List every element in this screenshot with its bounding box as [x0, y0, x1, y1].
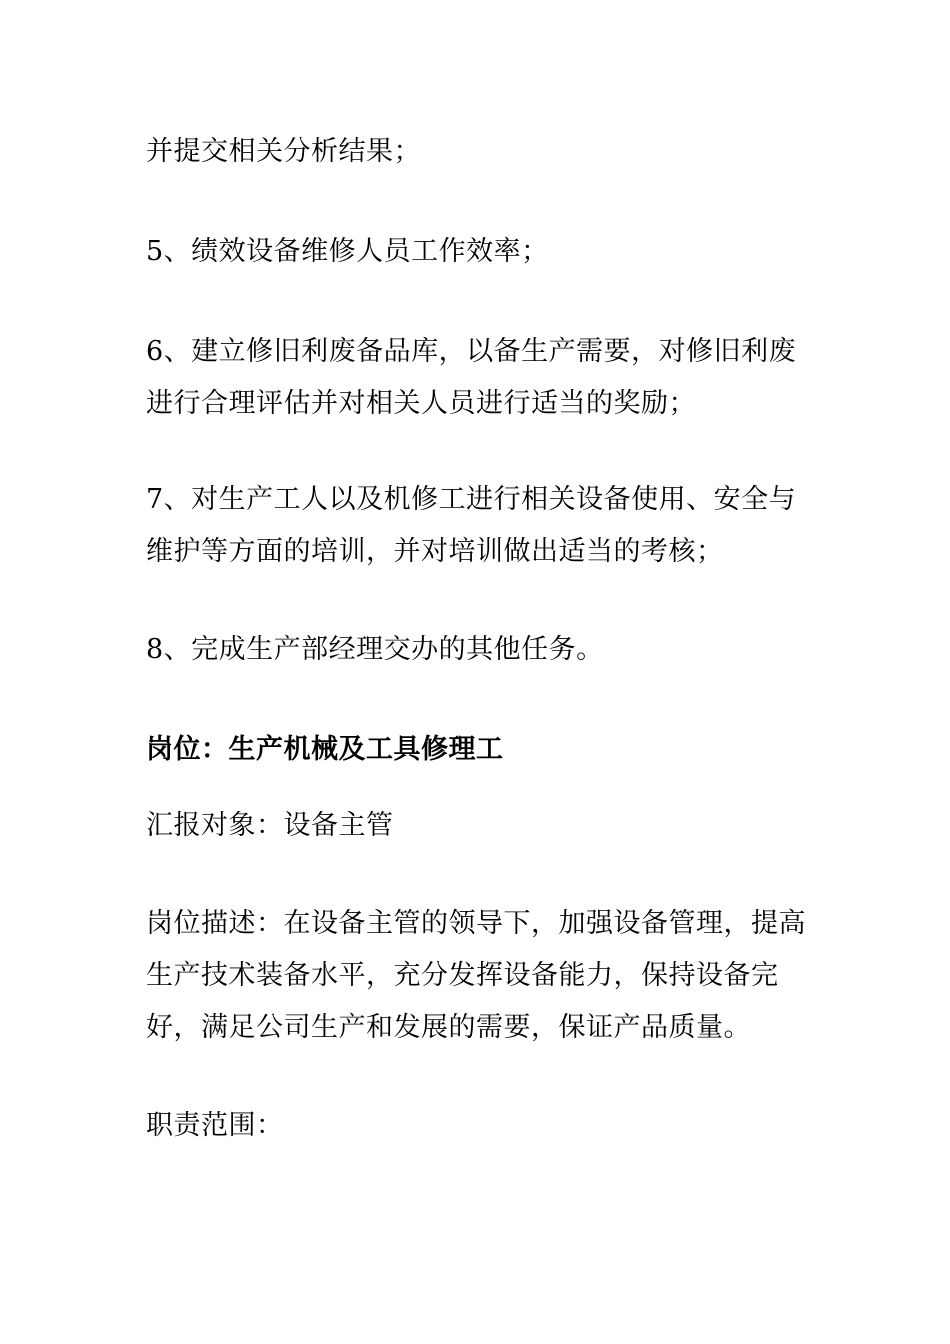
- paragraph-analysis-results: 并提交相关分析结果；: [146, 136, 421, 167]
- paragraph-item-7: 7、对生产工人以及机修工进行相关设备使用、安全与维护等方面的培训，并对培训做出适当的考核；: [146, 484, 797, 567]
- paragraph-item-5: 5、绩效设备维修人员工作效率；: [146, 236, 549, 267]
- paragraph-item-8: 8、完成生产部经理交办的其他任务。: [146, 634, 604, 665]
- responsibilities-label: 职责范围：: [146, 1110, 284, 1141]
- report-to-line: 汇报对象：设备主管: [146, 810, 394, 841]
- position-description-paragraph: 岗位描述：在设备主管的领导下，加强设备管理，提高生产技术装备水平，充分发挥设备能力，保持设备完好，满足公司生产和发展的需要，保证产品质量。: [146, 908, 806, 1043]
- paragraph-item-6: 6、建立修旧利废备品库，以备生产需要，对修旧利废进行合理评估并对相关人员进行适当的奖励；: [146, 336, 797, 419]
- position-title-heading: 岗位：生产机械及工具修理工: [146, 734, 504, 765]
